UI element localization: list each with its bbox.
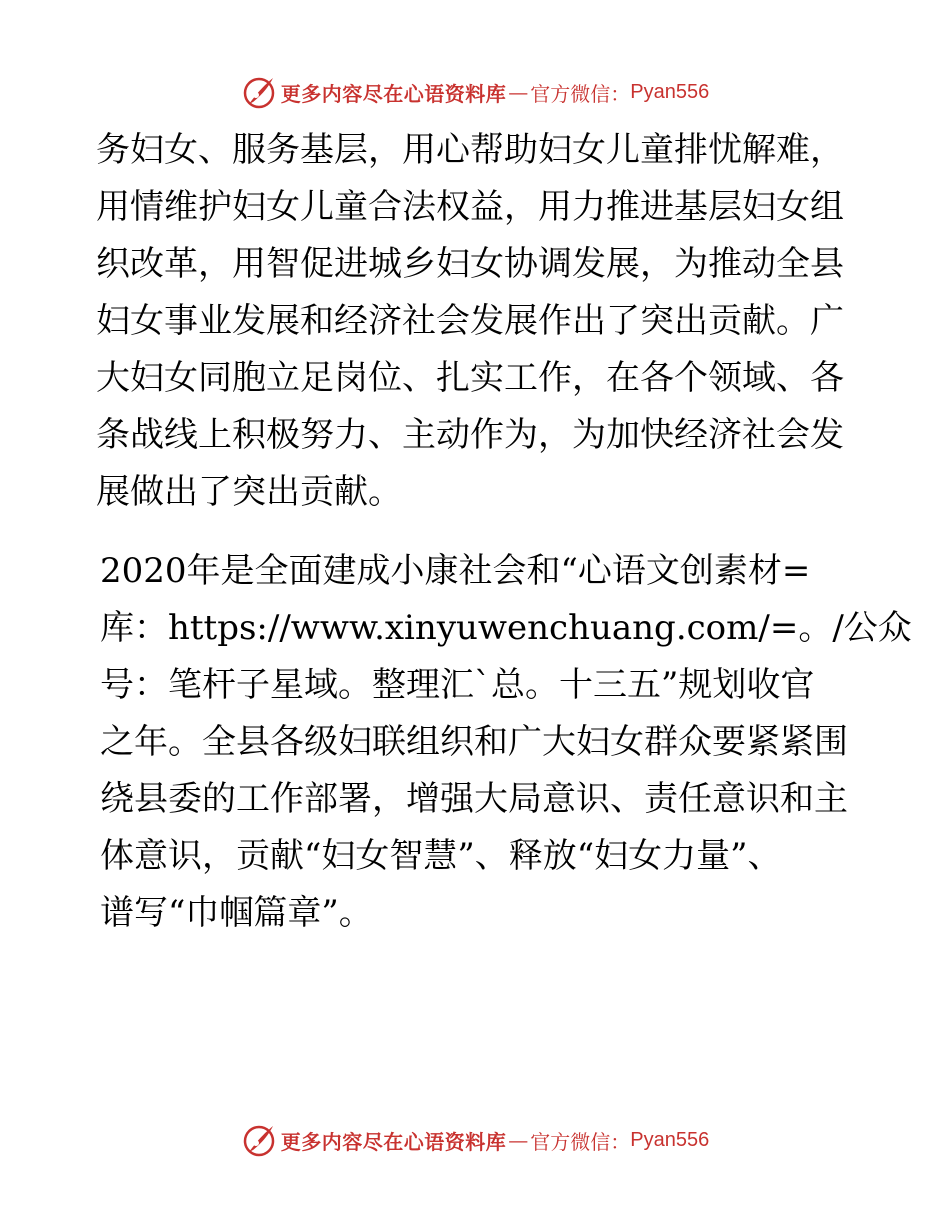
text-line: 务妇女、服务基层，用心帮助妇女儿童排忧解难， xyxy=(96,130,844,170)
paragraph-2 xyxy=(100,543,912,942)
quill-pen-logo-icon xyxy=(241,74,277,110)
banner-wechat-label: 官方微信： xyxy=(530,81,631,106)
text-line: 绕县委的工作部署，增强大局意识、责任意识和主 xyxy=(100,779,848,819)
banner-separator: — xyxy=(508,80,529,104)
banner-wechat-id: Pyan556 xyxy=(630,80,710,103)
text-line: 织改革，用智促进城乡妇女协调发展，为推动全县 xyxy=(96,244,844,284)
text-line: 谱写“巾帼篇章”。 xyxy=(100,893,373,933)
text-line: 体意识，贡献“妇女智慧”、释放“妇女力量”、 xyxy=(100,836,782,876)
text-line: 2020年是全面建成小康社会和“心语文创素材= xyxy=(100,551,811,591)
banner-main-text: 更多内容尽在心语资料库 xyxy=(280,1129,507,1154)
text-line: 库：https://www.xinyuwenchuang.com/=。/公众 xyxy=(100,608,912,648)
quill-pen-logo-icon xyxy=(241,1122,277,1158)
text-line: 用情维护妇女儿童合法权益，用力推进基层妇女组 xyxy=(96,187,844,227)
text-line: 妇女事业发展和经济社会发展作出了突出贡献。广 xyxy=(96,301,844,341)
banner-separator: — xyxy=(508,1128,529,1152)
banner-wechat-id: Pyan556 xyxy=(630,1128,710,1151)
text-line: 展做出了突出贡献。 xyxy=(96,472,402,512)
text-line: 条战线上积极努力、主动作为，为加快经济社会发 xyxy=(96,415,844,455)
banner-main-text: 更多内容尽在心语资料库 xyxy=(280,81,507,106)
text-line: 大妇女同胞立足岗位、扎实工作，在各个领域、各 xyxy=(96,358,844,398)
text-line: 之年。全县各级妇联组织和广大妇女群众要紧紧围 xyxy=(100,722,848,762)
banner-wechat-label: 官方微信： xyxy=(530,1129,631,1154)
paragraph-1 xyxy=(96,122,856,521)
text-line: 号：笔杆子星域。整理汇`总。十三五”规划收官 xyxy=(100,665,815,705)
header-banner xyxy=(0,72,950,112)
footer-banner xyxy=(0,1120,950,1160)
